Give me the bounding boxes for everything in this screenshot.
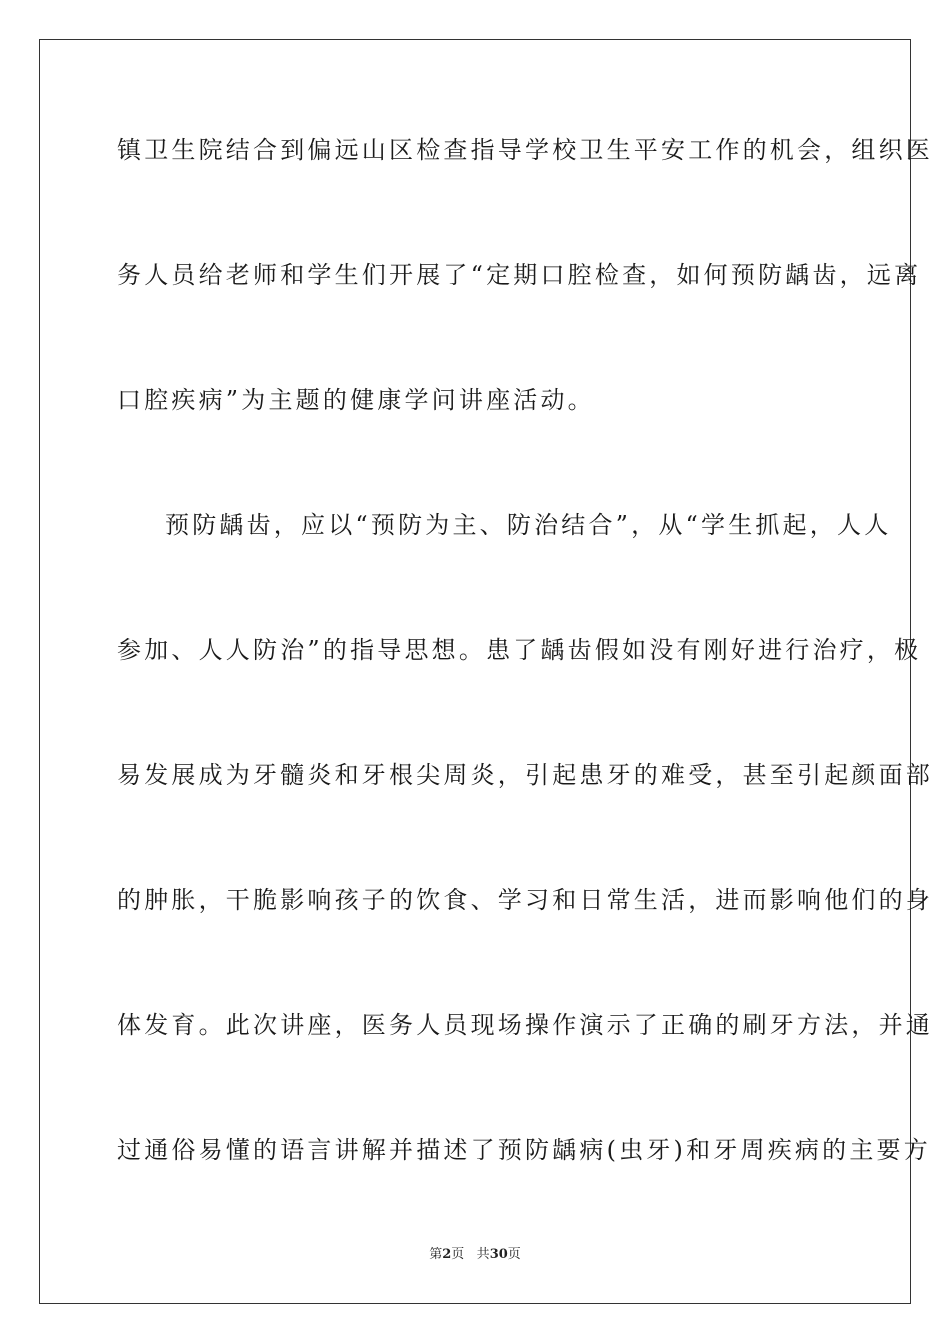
body-line-3: 口腔疾病”为主题的健康学问讲座活动。 xyxy=(117,386,595,414)
page-border xyxy=(39,39,933,1304)
footer-total-number: 30 xyxy=(489,1247,508,1262)
footer-total-prefix: 共 xyxy=(476,1247,490,1262)
footer-page-suffix: 页 xyxy=(451,1247,465,1262)
body-line-7: 的肿胀，干脆影响孩子的饮食、学习和日常生活，进而影响他们的身 xyxy=(117,886,933,914)
body-line-1: 镇卫生院结合到偏远山区检查指导学校卫生平安工作的机会，组织医 xyxy=(117,136,933,164)
body-line-5: 参加、人人防治”的指导思想。患了龋齿假如没有刚好进行治疗，极 xyxy=(117,636,922,664)
body-line-9: 过通俗易懂的语言讲解并描述了预防龋病(虫牙)和牙周疾病的主要方 xyxy=(117,1136,931,1164)
footer-total-suffix: 页 xyxy=(507,1247,521,1262)
body-line-8: 体发育。此次讲座，医务人员现场操作演示了正确的刷牙方法，并通 xyxy=(117,1011,933,1039)
body-line-6: 易发展成为牙髓炎和牙根尖周炎，引起患牙的难受，甚至引起颜面部 xyxy=(117,761,933,789)
page-footer xyxy=(0,1246,950,1264)
body-line-4: 预防龋齿，应以“预防为主、防治结合”，从“学生抓起，人人 xyxy=(165,511,892,539)
footer-page-number: 2 xyxy=(442,1247,452,1262)
footer-page-prefix: 第 xyxy=(429,1247,443,1262)
body-line-2: 务人员给老师和学生们开展了“定期口腔检查，如何预防龋齿，远离 xyxy=(117,261,922,289)
